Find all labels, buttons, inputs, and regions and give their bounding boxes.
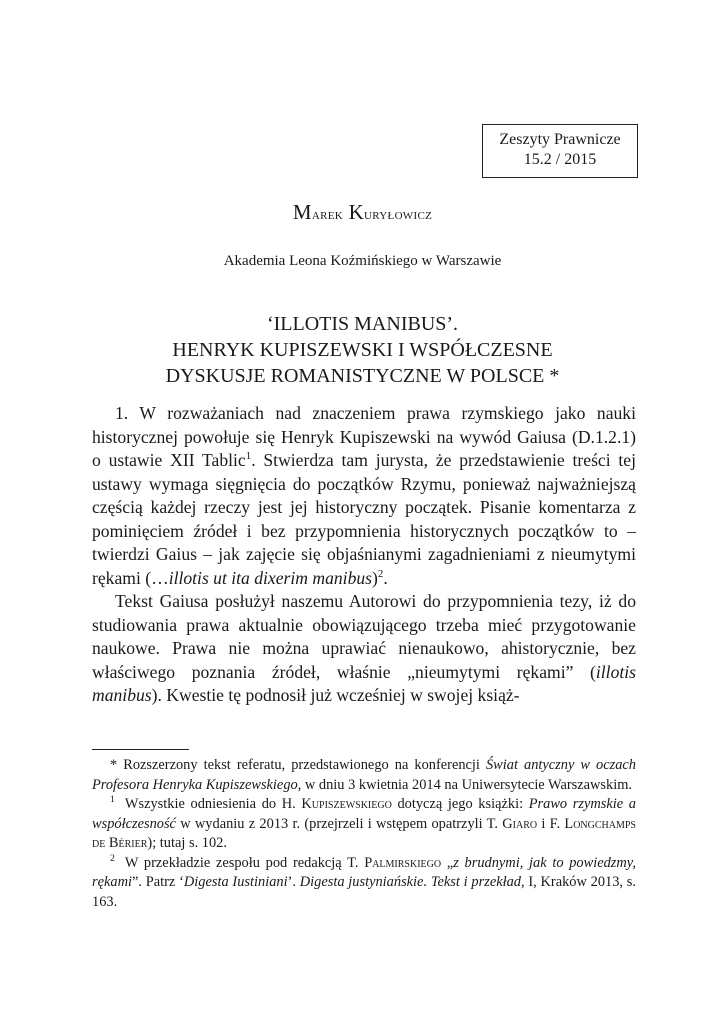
author-name — [0, 200, 725, 225]
footnote-ref-2: 2 — [377, 567, 384, 580]
title-line-3: DYSKUSJE ROMANISTYCZNE W POLSCE * — [165, 365, 560, 387]
author-affiliation: Akademia Leona Koźmińskiego w Warszawie — [223, 253, 502, 269]
footnote-2 — [92, 854, 636, 913]
fn-star-text-c: , w dniu 3 kwietnia 2014 na Uniwersytecie Warszawskim. — [297, 776, 632, 793]
fn2-text-g: ’. — [287, 874, 300, 890]
author-first-initial: M — [292, 200, 312, 224]
p1-latin-quote: illotis ut ita dixerim manibus — [168, 567, 373, 588]
body-paragraph-1 — [92, 402, 636, 590]
footnote-separator — [92, 749, 189, 750]
article-body — [92, 402, 636, 708]
p1-text-b: . Stwierdza tam jurysta, że przedstawienie treści tej ustawy wymaga sięgnięcia do początków Rzymu, ponieważ najważniejszą częścią każdej rzeczy jest jej historyczny początek. Pisanie komentarza z pominięciem źródeł i bez przypomnienia historycznych początków to – twierdzi Gaius – jak zajęcie się objaśnianymi zagadnieniami z nieumytymi rękami (… — [92, 450, 636, 588]
footnote-ref-1: 1 — [245, 450, 252, 463]
fn1-text-a: Wszystkie odniesienia do H. — [124, 796, 302, 812]
fn2-text-c: „ — [441, 854, 454, 871]
title-line-2: HENRYK KUPISZEWSKI I WSPÓŁCZESNE — [172, 339, 553, 361]
fn1-text-e: w wydaniu z 2013 r. (przejrzeli i wstępem opatrzyli T. — [175, 815, 503, 832]
fn1-text-g: i F. — [537, 815, 565, 832]
author-last-rest: uryłowicz — [364, 206, 433, 223]
p2-text-c: ). Kwestie tę podnosił już wcześniej w swojej książ- — [151, 685, 520, 705]
fn-star-text-a: * Rozszerzony tekst referatu, przedstawionego na konferencji — [110, 757, 486, 773]
fn1-editor-1: Giaro — [502, 815, 538, 832]
fn2-text-a: W przekładzie zespołu pod redakcją T. — [124, 854, 365, 871]
fn2-translation-quote: z brudnymi, jak to powiedzmy, rękami — [92, 854, 636, 890]
body-paragraph-2 — [92, 590, 636, 708]
title-line-1: ‘ILLOTIS MANIBUS’. — [266, 313, 459, 335]
journal-issue: 15.2 / 2015 — [523, 151, 597, 168]
fn1-author: Kupiszewskiego — [301, 796, 392, 812]
p1-text-e: . — [383, 567, 388, 588]
fn2-editor: Palmirskiego — [364, 854, 442, 871]
fn1-editor-2: Longchamps de Bérier — [92, 815, 636, 851]
author-first-rest: arek — [311, 206, 343, 223]
fn-star-conference-title: Świat antyczny w oczach Profesora Henryka Kupiszewskiego — [92, 757, 636, 793]
fn1-book-title: Prawo rzymskie a współczesność — [92, 796, 636, 832]
article-title — [0, 311, 725, 389]
journal-name: Zeszyty Prawnicze — [499, 131, 621, 148]
fn2-latin-title: Digesta Iustiniani — [183, 874, 288, 890]
fn2-text-e: ”. Patrz ‘ — [131, 874, 184, 890]
p1-text-a: 1. W rozważaniach nad znaczeniem prawa rzymskiego jako nauki historycznej powołuje się Henryk Kupiszewski na wywód Gaiusa (D.1.2.1) o ustawie XII Tablic — [92, 403, 636, 470]
p1-text-d: ) — [372, 567, 378, 588]
p2-latin-phrase: illotis manibus — [92, 661, 636, 705]
footnote-2-number: 2 — [110, 852, 115, 864]
fn2-text-i: I, Kraków 2013, s. 163. — [92, 874, 636, 910]
footnote-1 — [92, 795, 636, 854]
journal-badge — [482, 124, 638, 178]
fn1-text-i: ); tutaj s. 102. — [147, 835, 227, 851]
p2-text-a: Tekst Gaiusa posłużył naszemu Autorowi do przypomnienia tezy, iż do studiowania prawa aktualnie obowiązującego trzeba mieć przygotowanie naukowe. Prawa nie można uprawiać nienaukowo, ahistorycznie, bez właściwego poznania źródeł, właśnie „nieumytymi rękami” ( — [92, 591, 636, 682]
author-last-initial: K — [348, 200, 365, 224]
footnote-1-number: 1 — [110, 794, 115, 806]
fn1-text-c: dotyczą jego książki: — [391, 796, 529, 812]
footnote-star — [92, 756, 636, 795]
fn2-polish-title: Digesta justyniańskie. Tekst i przekład, — [299, 874, 525, 890]
footnotes — [92, 756, 636, 912]
